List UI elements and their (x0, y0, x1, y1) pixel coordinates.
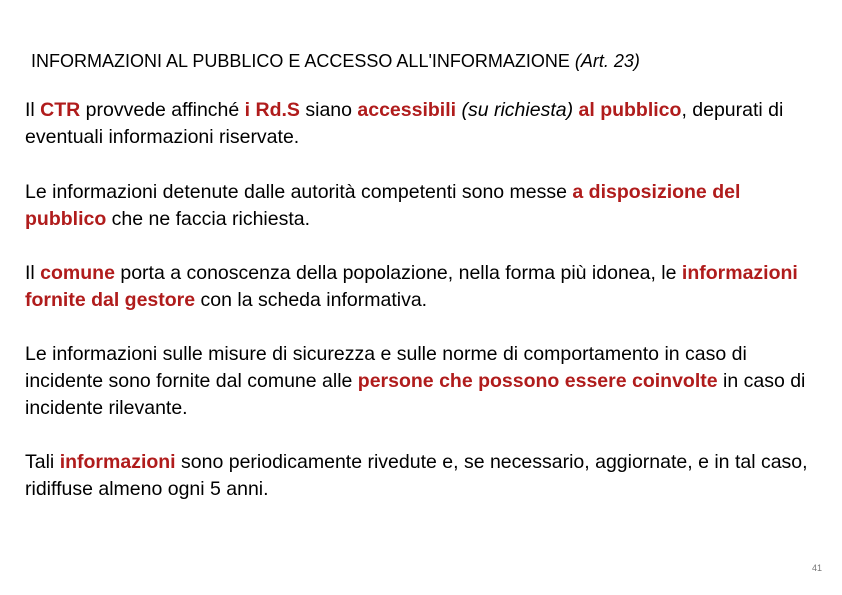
text: Il (25, 99, 41, 121)
text: Tali (25, 451, 60, 473)
highlight-comune: comune (40, 262, 115, 284)
text: che ne faccia richiesta. (106, 208, 311, 230)
page-number: 41 (811, 563, 822, 573)
slide-title (31, 50, 821, 72)
paragraph-comune (25, 260, 825, 314)
highlight-accessibili: accessibili (357, 99, 457, 121)
highlight-rds: i Rd.S (244, 99, 300, 121)
highlight-informazioni-gestore: informazioni fornite dal gestore (25, 262, 798, 311)
paragraph-ctr-access (25, 97, 825, 151)
title-article-ref: (Art. 23) (574, 51, 640, 71)
highlight-disposizione: a disposizione del pubblico (25, 181, 741, 230)
title-main: INFORMAZIONI AL PUBBLICO E ACCESSO ALL'INFORMAZIONE (31, 51, 570, 71)
text: Il (25, 262, 41, 284)
paragraph-periodic-review (25, 449, 825, 503)
text: con la scheda informativa. (195, 289, 428, 311)
paragraph-safety-measures (25, 341, 825, 422)
text: , depurati di eventuali informazioni riservate. (25, 99, 784, 148)
text: porta a conoscenza della popolazione, nella forma più idonea, le (114, 262, 682, 284)
text: siano (299, 99, 358, 121)
italic-su-richiesta: (su richiesta) (461, 99, 574, 121)
paragraph-authorities (25, 179, 825, 233)
highlight-ctr: CTR (40, 99, 81, 121)
text: sono periodicamente rivedute e, se necessario, aggiornate, e in tal caso, ridiffuse almeno ogni 5 anni. (25, 451, 808, 500)
highlight-al-pubblico: al pubblico (578, 99, 682, 121)
text: in caso di incidente rilevante. (25, 370, 806, 419)
text: provvede affinché (80, 99, 245, 121)
highlight-persone-coinvolte: persone che possono essere coinvolte (357, 370, 718, 392)
text: Le informazioni sulle misure di sicurezza e sulle norme di comportamento in caso di incidente sono fornite dal comune alle (25, 343, 747, 392)
text: Le informazioni detenute dalle autorità competenti sono messe (25, 181, 573, 203)
highlight-informazioni: informazioni (59, 451, 176, 473)
